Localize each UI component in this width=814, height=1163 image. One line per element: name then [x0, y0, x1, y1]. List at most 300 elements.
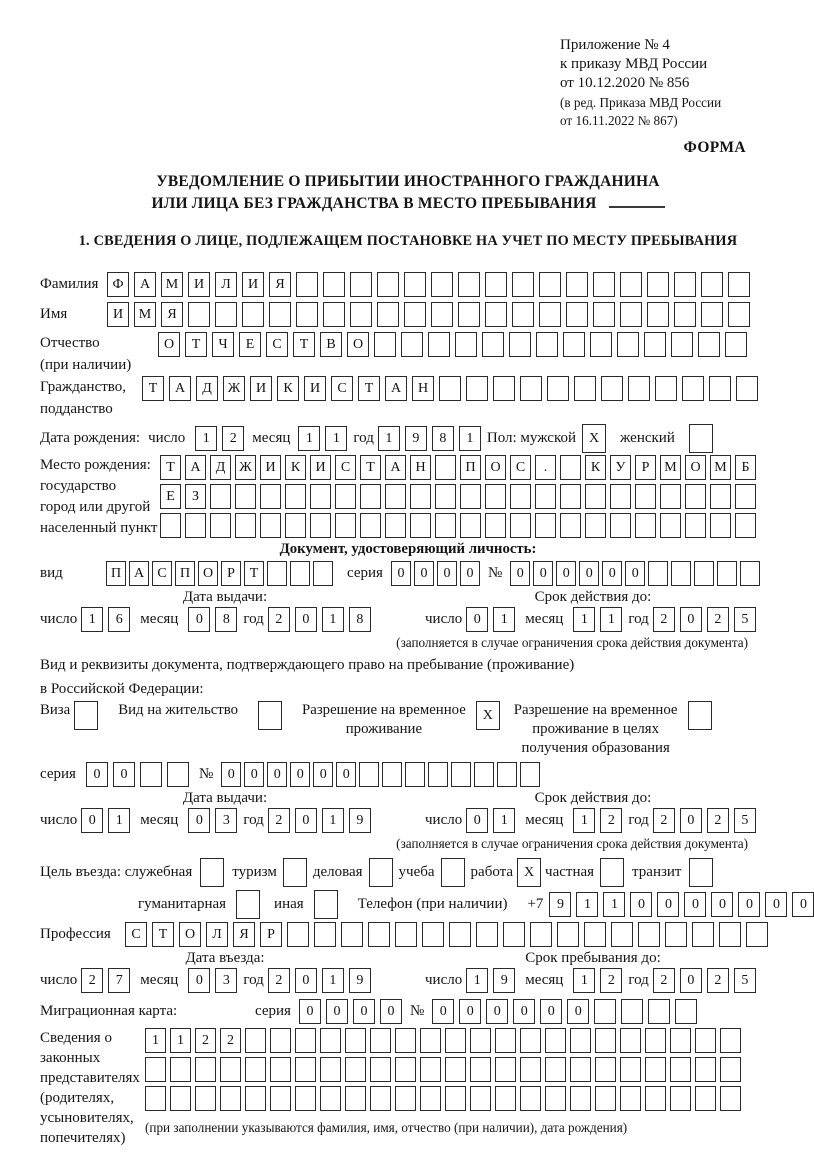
firstname-cell[interactable] — [404, 302, 426, 327]
representative-cell[interactable] — [295, 1057, 316, 1082]
surname-cell[interactable]: Я — [269, 272, 291, 297]
representative-cell[interactable] — [345, 1086, 366, 1111]
patronymic-cell[interactable] — [428, 332, 450, 357]
birth-place-cell[interactable] — [685, 484, 706, 509]
representative-cell[interactable] — [620, 1057, 641, 1082]
surname-cell[interactable]: М — [161, 272, 183, 297]
birth-place-cell[interactable] — [660, 484, 681, 509]
doc-series-cell[interactable]: 0 — [437, 561, 457, 586]
patronymic-cell[interactable] — [698, 332, 720, 357]
profession-cell[interactable]: Р — [260, 922, 282, 947]
representative-cell[interactable] — [270, 1086, 291, 1111]
citizenship-cell[interactable] — [655, 376, 677, 401]
phone-digit-cell[interactable]: 0 — [738, 892, 760, 917]
birth-place-cell[interactable] — [335, 513, 356, 538]
profession-cell[interactable]: Т — [152, 922, 174, 947]
firstname-cell[interactable] — [647, 302, 669, 327]
birth-place-cell[interactable]: Е — [160, 484, 181, 509]
firstname-cell[interactable] — [215, 302, 237, 327]
doc-issue-year-cell[interactable]: 8 — [349, 607, 371, 632]
surname-cell[interactable] — [458, 272, 480, 297]
migration-number-cell[interactable]: 0 — [540, 999, 562, 1024]
representative-cell[interactable] — [345, 1057, 366, 1082]
surname-cell[interactable] — [593, 272, 615, 297]
birth-place-cell[interactable] — [535, 484, 556, 509]
doc-issue-day-cell[interactable]: 6 — [108, 607, 130, 632]
surname-cell[interactable] — [350, 272, 372, 297]
residence-issue-year-cell[interactable]: 0 — [295, 808, 317, 833]
residence-series-cell[interactable] — [140, 762, 162, 787]
firstname-cell[interactable] — [377, 302, 399, 327]
residence-valid-year-cell[interactable]: 2 — [707, 808, 729, 833]
residence-permit-checkbox[interactable] — [258, 701, 282, 730]
patronymic-cell[interactable] — [563, 332, 585, 357]
representative-cell[interactable] — [445, 1028, 466, 1053]
birth-place-cell[interactable] — [310, 513, 331, 538]
patronymic-cell[interactable] — [617, 332, 639, 357]
doc-series-cell[interactable]: 0 — [414, 561, 434, 586]
migration-number-cell[interactable] — [675, 999, 697, 1024]
residence-number-cell[interactable] — [520, 762, 540, 787]
entry-year-cell[interactable]: 1 — [322, 968, 344, 993]
birth-month-cell[interactable]: 1 — [298, 426, 320, 451]
representative-cell[interactable] — [645, 1028, 666, 1053]
birth-place-cell[interactable] — [385, 484, 406, 509]
residence-issue-month-cell[interactable]: 0 — [188, 808, 210, 833]
firstname-cell[interactable]: И — [107, 302, 129, 327]
doc-valid-year-cell[interactable]: 2 — [653, 607, 675, 632]
birth-month-cell[interactable]: 1 — [325, 426, 347, 451]
citizenship-cell[interactable] — [601, 376, 623, 401]
birth-place-cell[interactable] — [435, 513, 456, 538]
citizenship-cell[interactable] — [709, 376, 731, 401]
migration-number-cell[interactable]: 0 — [513, 999, 535, 1024]
representative-cell[interactable] — [245, 1086, 266, 1111]
representative-cell[interactable]: 2 — [220, 1028, 241, 1053]
residence-series-cell[interactable]: 0 — [113, 762, 135, 787]
representative-cell[interactable]: 1 — [170, 1028, 191, 1053]
representative-cell[interactable] — [395, 1028, 416, 1053]
birth-place-cell[interactable]: И — [310, 455, 331, 480]
representative-cell[interactable] — [570, 1028, 591, 1053]
residence-valid-year-cell[interactable]: 2 — [653, 808, 675, 833]
surname-cell[interactable] — [323, 272, 345, 297]
representative-cell[interactable] — [295, 1028, 316, 1053]
residence-number-cell[interactable] — [359, 762, 379, 787]
birth-place-cell[interactable] — [260, 513, 281, 538]
birth-place-cell[interactable]: П — [460, 455, 481, 480]
citizenship-cell[interactable] — [466, 376, 488, 401]
citizenship-cell[interactable] — [520, 376, 542, 401]
citizenship-cell[interactable] — [682, 376, 704, 401]
birth-place-cell[interactable]: Д — [210, 455, 231, 480]
birth-place-cell[interactable] — [560, 455, 581, 480]
birth-place-cell[interactable] — [210, 484, 231, 509]
patronymic-cell[interactable]: О — [347, 332, 369, 357]
birth-place-cell[interactable] — [735, 513, 756, 538]
residence-valid-day-cell[interactable]: 0 — [466, 808, 488, 833]
citizenship-cell[interactable]: Ж — [223, 376, 245, 401]
profession-cell[interactable]: Л — [206, 922, 228, 947]
firstname-cell[interactable]: М — [134, 302, 156, 327]
birth-year-cell[interactable]: 8 — [432, 426, 454, 451]
birth-place-cell[interactable]: С — [510, 455, 531, 480]
birth-place-cell[interactable]: М — [710, 455, 731, 480]
birth-place-cell[interactable]: О — [485, 455, 506, 480]
representative-cell[interactable] — [170, 1086, 191, 1111]
birth-place-cell[interactable]: М — [660, 455, 681, 480]
birth-place-cell[interactable] — [435, 484, 456, 509]
birth-place-cell[interactable] — [685, 513, 706, 538]
representative-cell[interactable] — [420, 1086, 441, 1111]
surname-cell[interactable]: Л — [215, 272, 237, 297]
profession-cell[interactable] — [287, 922, 309, 947]
stay-day-cell[interactable]: 1 — [466, 968, 488, 993]
firstname-cell[interactable] — [458, 302, 480, 327]
firstname-cell[interactable] — [269, 302, 291, 327]
doc-number-cell[interactable]: 0 — [556, 561, 576, 586]
representative-cell[interactable] — [670, 1086, 691, 1111]
firstname-cell[interactable]: Я — [161, 302, 183, 327]
surname-cell[interactable] — [512, 272, 534, 297]
birth-place-cell[interactable]: Н — [410, 455, 431, 480]
profession-cell[interactable] — [584, 922, 606, 947]
representative-cell[interactable] — [495, 1086, 516, 1111]
citizenship-cell[interactable]: Т — [358, 376, 380, 401]
profession-cell[interactable]: О — [179, 922, 201, 947]
entry-year-cell[interactable]: 0 — [295, 968, 317, 993]
profession-cell[interactable]: Я — [233, 922, 255, 947]
residence-number-cell[interactable] — [497, 762, 517, 787]
representative-cell[interactable] — [520, 1028, 541, 1053]
representative-cell[interactable] — [220, 1086, 241, 1111]
profession-cell[interactable] — [611, 922, 633, 947]
birth-place-cell[interactable] — [735, 484, 756, 509]
patronymic-cell[interactable]: О — [158, 332, 180, 357]
surname-cell[interactable]: А — [134, 272, 156, 297]
citizenship-cell[interactable] — [736, 376, 758, 401]
firstname-cell[interactable] — [431, 302, 453, 327]
profession-cell[interactable] — [395, 922, 417, 947]
doc-type-cell[interactable]: А — [129, 561, 149, 586]
phone-digit-cell[interactable]: 0 — [684, 892, 706, 917]
doc-valid-month-cell[interactable]: 1 — [573, 607, 595, 632]
patronymic-cell[interactable] — [644, 332, 666, 357]
doc-issue-year-cell[interactable]: 2 — [268, 607, 290, 632]
migration-number-cell[interactable]: 0 — [567, 999, 589, 1024]
birth-place-cell[interactable] — [285, 513, 306, 538]
profession-cell[interactable]: С — [125, 922, 147, 947]
birth-place-cell[interactable] — [710, 484, 731, 509]
residence-number-cell[interactable]: 0 — [313, 762, 333, 787]
profession-cell[interactable] — [719, 922, 741, 947]
patronymic-cell[interactable] — [401, 332, 423, 357]
representative-cell[interactable] — [370, 1057, 391, 1082]
doc-valid-year-cell[interactable]: 2 — [707, 607, 729, 632]
birth-place-cell[interactable] — [235, 513, 256, 538]
representative-cell[interactable] — [370, 1028, 391, 1053]
residence-number-cell[interactable] — [428, 762, 448, 787]
birth-place-cell[interactable] — [710, 513, 731, 538]
surname-cell[interactable]: И — [188, 272, 210, 297]
firstname-cell[interactable] — [620, 302, 642, 327]
birth-day-cell[interactable]: 2 — [222, 426, 244, 451]
firstname-cell[interactable] — [566, 302, 588, 327]
firstname-cell[interactable] — [674, 302, 696, 327]
birth-place-cell[interactable] — [560, 484, 581, 509]
residence-issue-day-cell[interactable]: 1 — [108, 808, 130, 833]
profession-cell[interactable] — [341, 922, 363, 947]
residence-issue-year-cell[interactable]: 2 — [268, 808, 290, 833]
citizenship-cell[interactable]: К — [277, 376, 299, 401]
birth-place-cell[interactable] — [660, 513, 681, 538]
birth-place-cell[interactable]: К — [585, 455, 606, 480]
representative-cell[interactable] — [270, 1028, 291, 1053]
profession-cell[interactable] — [530, 922, 552, 947]
doc-number-cell[interactable] — [740, 561, 760, 586]
sex-female-checkbox[interactable] — [689, 424, 713, 453]
firstname-cell[interactable] — [296, 302, 318, 327]
birth-place-cell[interactable] — [385, 513, 406, 538]
representative-cell[interactable] — [320, 1028, 341, 1053]
residence-valid-day-cell[interactable]: 1 — [493, 808, 515, 833]
birth-place-cell[interactable]: Р — [635, 455, 656, 480]
doc-type-cell[interactable] — [267, 561, 287, 586]
birth-place-cell[interactable] — [360, 484, 381, 509]
residence-number-cell[interactable] — [382, 762, 402, 787]
doc-number-cell[interactable]: 0 — [625, 561, 645, 586]
residence-valid-month-cell[interactable]: 2 — [600, 808, 622, 833]
phone-digit-cell[interactable]: 0 — [765, 892, 787, 917]
residence-issue-year-cell[interactable]: 1 — [322, 808, 344, 833]
representative-cell[interactable] — [495, 1028, 516, 1053]
birth-place-cell[interactable] — [260, 484, 281, 509]
surname-cell[interactable] — [296, 272, 318, 297]
representative-cell[interactable] — [670, 1057, 691, 1082]
migration-series-cell[interactable]: 0 — [326, 999, 348, 1024]
entry-month-cell[interactable]: 3 — [215, 968, 237, 993]
doc-valid-year-cell[interactable]: 0 — [680, 607, 702, 632]
doc-number-cell[interactable]: 0 — [533, 561, 553, 586]
surname-cell[interactable] — [539, 272, 561, 297]
profession-cell[interactable] — [476, 922, 498, 947]
citizenship-cell[interactable]: Д — [196, 376, 218, 401]
patronymic-cell[interactable] — [374, 332, 396, 357]
firstname-cell[interactable] — [323, 302, 345, 327]
firstname-cell[interactable] — [512, 302, 534, 327]
birth-place-cell[interactable] — [160, 513, 181, 538]
representative-cell[interactable] — [695, 1028, 716, 1053]
firstname-cell[interactable] — [701, 302, 723, 327]
surname-cell[interactable] — [647, 272, 669, 297]
representative-cell[interactable] — [420, 1028, 441, 1053]
representative-cell[interactable] — [670, 1028, 691, 1053]
representative-cell[interactable] — [445, 1086, 466, 1111]
representative-cell[interactable] — [595, 1028, 616, 1053]
representative-cell[interactable] — [595, 1086, 616, 1111]
surname-cell[interactable] — [431, 272, 453, 297]
patronymic-cell[interactable]: В — [320, 332, 342, 357]
birth-place-cell[interactable] — [410, 513, 431, 538]
birth-place-cell[interactable] — [360, 513, 381, 538]
representative-cell[interactable] — [295, 1086, 316, 1111]
representative-cell[interactable] — [570, 1057, 591, 1082]
purpose-gumanitarnaya-checkbox[interactable] — [236, 890, 260, 919]
patronymic-cell[interactable]: Е — [239, 332, 261, 357]
purpose-turizm-checkbox[interactable] — [283, 858, 307, 887]
birth-place-cell[interactable]: О — [685, 455, 706, 480]
representative-cell[interactable] — [320, 1057, 341, 1082]
profession-cell[interactable] — [557, 922, 579, 947]
representative-cell[interactable] — [645, 1086, 666, 1111]
representative-cell[interactable] — [320, 1086, 341, 1111]
representative-cell[interactable] — [345, 1028, 366, 1053]
residence-issue-day-cell[interactable]: 0 — [81, 808, 103, 833]
representative-cell[interactable] — [270, 1057, 291, 1082]
patronymic-cell[interactable] — [536, 332, 558, 357]
profession-cell[interactable] — [503, 922, 525, 947]
doc-type-cell[interactable]: П — [106, 561, 126, 586]
surname-cell[interactable] — [377, 272, 399, 297]
purpose-chastnaya-checkbox[interactable] — [600, 858, 624, 887]
representative-cell[interactable] — [620, 1086, 641, 1111]
edu-permit-checkbox[interactable] — [688, 701, 712, 730]
doc-number-cell[interactable] — [671, 561, 691, 586]
purpose-sluzhebnaya-checkbox[interactable] — [200, 858, 224, 887]
representative-cell[interactable] — [620, 1028, 641, 1053]
purpose-delovaya-checkbox[interactable] — [369, 858, 393, 887]
doc-issue-year-cell[interactable]: 1 — [322, 607, 344, 632]
surname-cell[interactable] — [566, 272, 588, 297]
residence-number-cell[interactable]: 0 — [336, 762, 356, 787]
residence-number-cell[interactable]: 0 — [244, 762, 264, 787]
representative-cell[interactable] — [545, 1028, 566, 1053]
residence-number-cell[interactable] — [405, 762, 425, 787]
residence-number-cell[interactable]: 0 — [221, 762, 241, 787]
entry-month-cell[interactable]: 0 — [188, 968, 210, 993]
birth-year-cell[interactable]: 9 — [405, 426, 427, 451]
surname-cell[interactable]: И — [242, 272, 264, 297]
migration-series-cell[interactable]: 0 — [299, 999, 321, 1024]
purpose-inaya-checkbox[interactable] — [314, 890, 338, 919]
representative-cell[interactable] — [395, 1057, 416, 1082]
representative-cell[interactable] — [245, 1057, 266, 1082]
patronymic-cell[interactable]: Т — [185, 332, 207, 357]
doc-number-cell[interactable]: 0 — [602, 561, 622, 586]
profession-cell[interactable] — [449, 922, 471, 947]
representative-cell[interactable] — [695, 1057, 716, 1082]
firstname-cell[interactable] — [728, 302, 750, 327]
firstname-cell[interactable] — [350, 302, 372, 327]
migration-number-cell[interactable]: 0 — [432, 999, 454, 1024]
citizenship-cell[interactable] — [547, 376, 569, 401]
birth-place-cell[interactable] — [210, 513, 231, 538]
doc-type-cell[interactable] — [290, 561, 310, 586]
citizenship-cell[interactable] — [493, 376, 515, 401]
phone-digit-cell[interactable]: 0 — [792, 892, 814, 917]
sex-male-checkbox[interactable]: X — [582, 424, 606, 453]
firstname-cell[interactable] — [242, 302, 264, 327]
birth-place-cell[interactable] — [310, 484, 331, 509]
birth-place-cell[interactable]: Т — [360, 455, 381, 480]
representative-cell[interactable] — [420, 1057, 441, 1082]
birth-place-cell[interactable] — [635, 484, 656, 509]
phone-digit-cell[interactable]: 1 — [576, 892, 598, 917]
surname-cell[interactable] — [404, 272, 426, 297]
doc-type-cell[interactable]: П — [175, 561, 195, 586]
migration-number-cell[interactable] — [594, 999, 616, 1024]
representative-cell[interactable] — [245, 1028, 266, 1053]
surname-cell[interactable] — [620, 272, 642, 297]
representative-cell[interactable] — [545, 1057, 566, 1082]
migration-number-cell[interactable] — [648, 999, 670, 1024]
doc-number-cell[interactable]: 0 — [579, 561, 599, 586]
birth-place-cell[interactable]: Т — [160, 455, 181, 480]
phone-digit-cell[interactable]: 0 — [657, 892, 679, 917]
patronymic-cell[interactable]: С — [266, 332, 288, 357]
firstname-cell[interactable] — [539, 302, 561, 327]
representative-cell[interactable] — [645, 1057, 666, 1082]
representative-cell[interactable] — [520, 1057, 541, 1082]
representative-cell[interactable] — [170, 1057, 191, 1082]
birth-place-cell[interactable] — [585, 484, 606, 509]
birth-place-cell[interactable]: Ж — [235, 455, 256, 480]
patronymic-cell[interactable] — [509, 332, 531, 357]
birth-place-cell[interactable] — [460, 513, 481, 538]
birth-place-cell[interactable]: С — [335, 455, 356, 480]
surname-cell[interactable]: Ф — [107, 272, 129, 297]
representative-cell[interactable] — [495, 1057, 516, 1082]
surname-cell[interactable] — [728, 272, 750, 297]
doc-issue-month-cell[interactable]: 8 — [215, 607, 237, 632]
representative-cell[interactable] — [195, 1057, 216, 1082]
representative-cell[interactable] — [195, 1086, 216, 1111]
birth-place-cell[interactable] — [560, 513, 581, 538]
profession-cell[interactable] — [665, 922, 687, 947]
birth-place-cell[interactable]: А — [185, 455, 206, 480]
residence-series-cell[interactable]: 0 — [86, 762, 108, 787]
residence-issue-year-cell[interactable]: 9 — [349, 808, 371, 833]
migration-series-cell[interactable]: 0 — [380, 999, 402, 1024]
residence-valid-month-cell[interactable]: 1 — [573, 808, 595, 833]
purpose-ucheba-checkbox[interactable] — [441, 858, 465, 887]
stay-year-cell[interactable]: 2 — [653, 968, 675, 993]
residence-number-cell[interactable] — [451, 762, 471, 787]
representative-cell[interactable] — [370, 1086, 391, 1111]
temp-permit-checkbox[interactable]: X — [476, 701, 500, 730]
representative-cell[interactable] — [470, 1086, 491, 1111]
phone-digit-cell[interactable]: 1 — [603, 892, 625, 917]
phone-digit-cell[interactable]: 0 — [630, 892, 652, 917]
birth-place-cell[interactable] — [610, 484, 631, 509]
residence-valid-year-cell[interactable]: 0 — [680, 808, 702, 833]
citizenship-cell[interactable]: И — [250, 376, 272, 401]
doc-series-cell[interactable]: 0 — [460, 561, 480, 586]
birth-place-cell[interactable] — [335, 484, 356, 509]
representative-cell[interactable] — [570, 1086, 591, 1111]
birth-place-cell[interactable] — [510, 513, 531, 538]
stay-year-cell[interactable]: 5 — [734, 968, 756, 993]
representative-cell[interactable] — [695, 1086, 716, 1111]
doc-number-cell[interactable] — [717, 561, 737, 586]
representative-cell[interactable] — [470, 1028, 491, 1053]
profession-cell[interactable] — [422, 922, 444, 947]
representative-cell[interactable] — [595, 1057, 616, 1082]
profession-cell[interactable] — [314, 922, 336, 947]
patronymic-cell[interactable] — [725, 332, 747, 357]
birth-place-cell[interactable]: Б — [735, 455, 756, 480]
purpose-rabota-checkbox[interactable]: X — [517, 858, 541, 887]
